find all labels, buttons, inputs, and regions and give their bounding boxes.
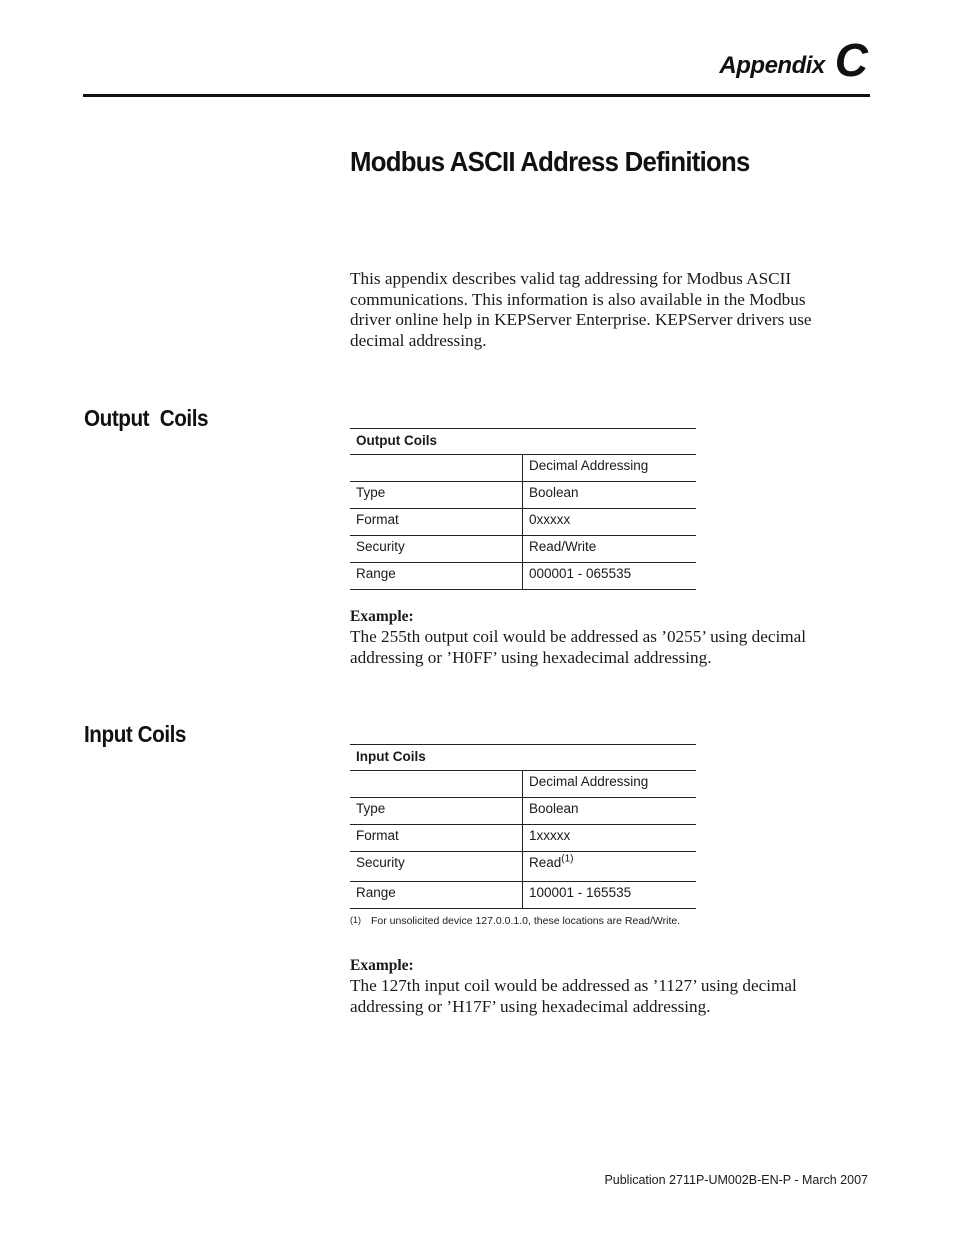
table-row [350,882,696,909]
row-label: Format [350,509,523,536]
row-value: Read/Write [523,536,697,563]
output-coils-table [350,428,696,590]
appendix-header [719,30,868,84]
table-footnote [350,915,680,927]
appendix-label: Appendix [719,52,825,79]
publication-footer: Publication 2711P-UM002B-EN-P - March 2007 [604,1173,868,1187]
row-value: Read [529,855,562,870]
table-title: Input Coils [350,745,696,771]
row-label: Range [350,563,523,590]
table-row [350,798,696,825]
column-header: Decimal Addressing [523,771,697,798]
table-cell-empty [350,455,523,482]
column-header: Decimal Addressing [523,455,697,482]
table-title-row [350,429,696,455]
example-text: The 127th input coil would be addressed as ’1127’ using decimal addressing or ’H17F’ using hexadecimal addressing. [350,976,797,1016]
table-row [350,509,696,536]
appendix-letter: C [834,34,868,86]
input-coils-heading: Input Coils [84,721,186,747]
table-row [350,482,696,509]
row-value-with-footnote [523,852,697,882]
row-value: 000001 - 065535 [523,563,697,590]
example-label: Example: [350,957,414,974]
row-value: Boolean [523,482,697,509]
table-row [350,536,696,563]
row-label: Range [350,882,523,909]
footnote-mark: (1) [350,915,361,925]
row-value: 1xxxxx [523,825,697,852]
row-label: Security [350,852,523,882]
intro-paragraph: This appendix describes valid tag addressing for Modbus ASCII communications. This information is also available in the Modbus driver online help in KEPServer Enterprise. KEPServer drivers use decimal addressing. [350,269,812,350]
table-title-row [350,745,696,771]
table-row [350,825,696,852]
output-coils-heading: Output Coils [84,405,209,431]
example-label: Example: [350,608,414,625]
table-header-row [350,771,696,798]
table-title: Output Coils [350,429,696,455]
example-text: The 255th output coil would be addressed as ’0255’ using decimal addressing or ’H0FF’ using hexadecimal addressing. [350,627,807,667]
row-value: 100001 - 165535 [523,882,697,909]
chapter-title: Modbus ASCII Address Definitions [350,146,750,177]
row-label: Type [350,798,523,825]
footnote-text: For unsolicited device 127.0.0.1.0, these locations are Read/Write. [371,915,681,927]
row-label: Type [350,482,523,509]
table-header-row [350,455,696,482]
table-cell-empty [350,771,523,798]
input-coils-table [350,744,696,909]
row-label: Format [350,825,523,852]
header-rule [83,94,870,97]
footnote-reference: (1) [561,853,574,865]
row-value: 0xxxxx [523,509,697,536]
table-row [350,563,696,590]
input-coils-example [350,957,845,1017]
row-label: Security [350,536,523,563]
output-coils-example [350,608,845,668]
table-row [350,852,696,882]
row-value: Boolean [523,798,697,825]
